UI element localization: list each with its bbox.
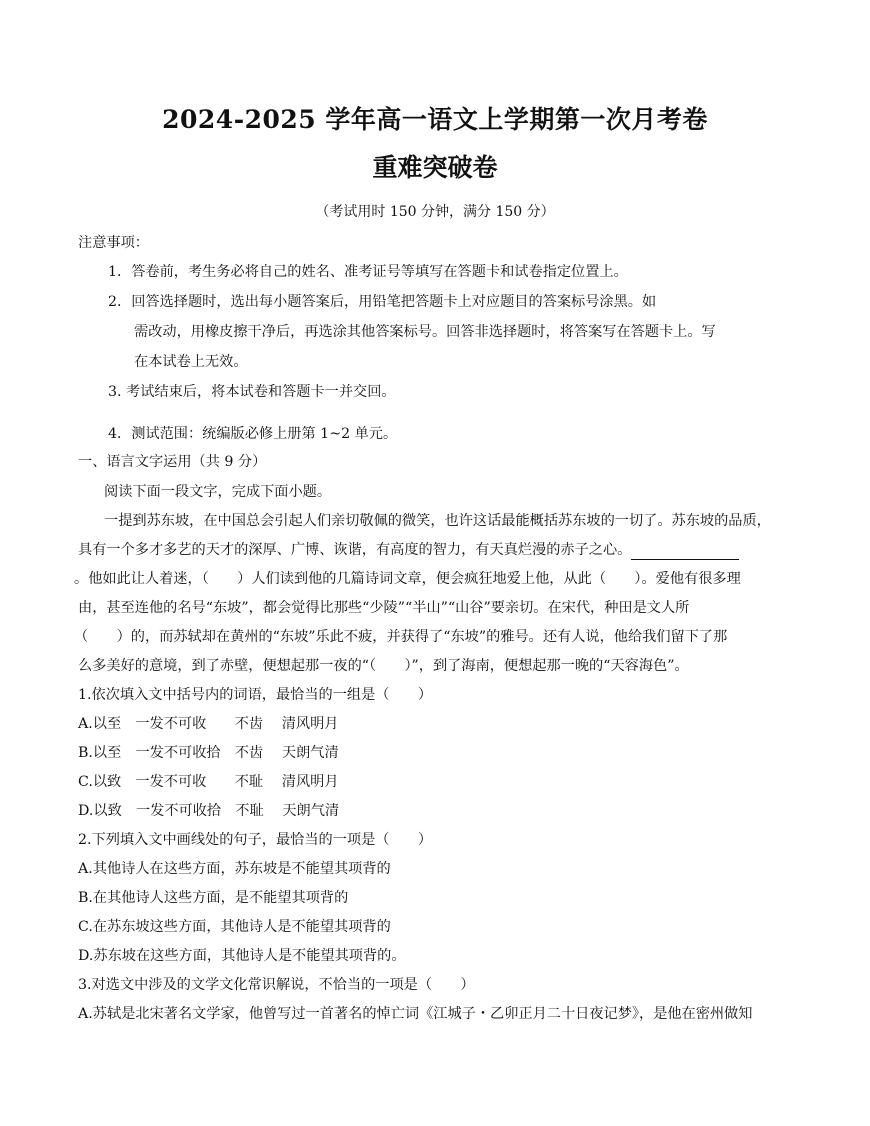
question-stem: 1.依次填入文中括号内的词语，最恰当的一组是（ ） xyxy=(78,687,433,703)
passage-line: 一提到苏东坡，在中国总会引起人们亲切敬佩的微笑，也许这话最能概括苏东坡的一切了。苏东坡的品质， xyxy=(104,513,771,529)
question-stem: 2.下列填入文中画线处的句子，最恰当的一项是（ ） xyxy=(78,832,433,848)
option-d: D.苏东坡在这些方面，其他诗人是不能望其项背的。 xyxy=(78,948,406,964)
passage-line: （ ）的，而苏轼却在黄州的“东坡”乐此不疲，并获得了“东坡”的雅号。还有人说，他给我们留下了那 xyxy=(74,629,728,645)
passage-line xyxy=(78,540,739,560)
passage-line: 么多美好的意境，到了赤壁，便想起那一夜的“（ ）”，到了海南，便想起那一晚的“天容海色”。 xyxy=(78,658,689,674)
page-subtitle: 重难突破卷 xyxy=(372,153,498,182)
passage-text: 具有一个多才多艺的天才的深厚、广博、诙谐，有高度的智力，有天真烂漫的赤子之心。 xyxy=(78,542,632,558)
section-heading: 一、语言文字运用（共 9 分） xyxy=(78,454,267,470)
notice-heading: 注意事项： xyxy=(78,235,149,251)
notice-item: 2．回答选择题时，选出每小题答案后，用铅笔把答题卡上对应题目的答案标号涂黑。如 xyxy=(108,294,657,310)
option-a: A.苏轼是北宋著名文学家，他曾写过一首著名的悼亡词《江城子・乙卯正月二十日夜记梦》，是他在密州做知 xyxy=(78,1006,753,1022)
option-b: B.以至 一发不可收拾 不齿 天朗气清 xyxy=(78,745,339,761)
option-c: C.在苏东坡这些方面，其他诗人是不能望其项背的 xyxy=(78,919,391,935)
instruction: 阅读下面一段文字，完成下面小题。 xyxy=(104,484,332,500)
notice-item: 3. 考试结束后，将本试卷和答题卡一并交回。 xyxy=(108,384,396,400)
option-a: A.其他诗人在这些方面，苏东坡是不能望其项背的 xyxy=(78,861,391,877)
question-stem: 3.对选文中涉及的文学文化常识解说，不恰当的一项是（ ） xyxy=(78,977,475,993)
notice-item: 1．答卷前，考生务必将自己的姓名、准考证号等填写在答题卡和试卷指定位置上。 xyxy=(108,264,628,280)
underline-blank xyxy=(631,544,739,560)
option-d: D.以致 一发不可收拾 不耻 天朗气清 xyxy=(78,803,340,819)
option-b: B.在其他诗人这些方面，是不能望其项背的 xyxy=(78,890,349,906)
page-title: 2024-2025 学年高一语文上学期第一次月考卷 xyxy=(162,105,708,134)
notice-item-continued: 在本试卷上无效。 xyxy=(134,354,248,370)
passage-line: 。他如此让人着迷，（ ）人们读到他的几篇诗词文章，便会疯狂地爱上他，从此（ ）。爱他有很多理 xyxy=(74,571,741,587)
option-c: C.以致 一发不可收 不耻 清风明月 xyxy=(78,774,339,790)
passage-line: 由，甚至连他的名号“东坡”，都会觉得比那些“少陵”“半山”“山谷”要亲切。在宋代，种田是文人所 xyxy=(78,600,690,616)
notice-item-continued: 需改动，用橡皮擦干净后，再选涂其他答案标号。回答非选择题时，将答案写在答题卡上。写 xyxy=(134,324,716,340)
option-a: A.以至 一发不可收 不齿 清风明月 xyxy=(78,716,339,732)
exam-info: （考试用时 150 分钟，满分 150 分） xyxy=(315,204,555,220)
notice-item: 4．测试范围：统编版必修上册第 1~2 单元。 xyxy=(108,426,398,442)
